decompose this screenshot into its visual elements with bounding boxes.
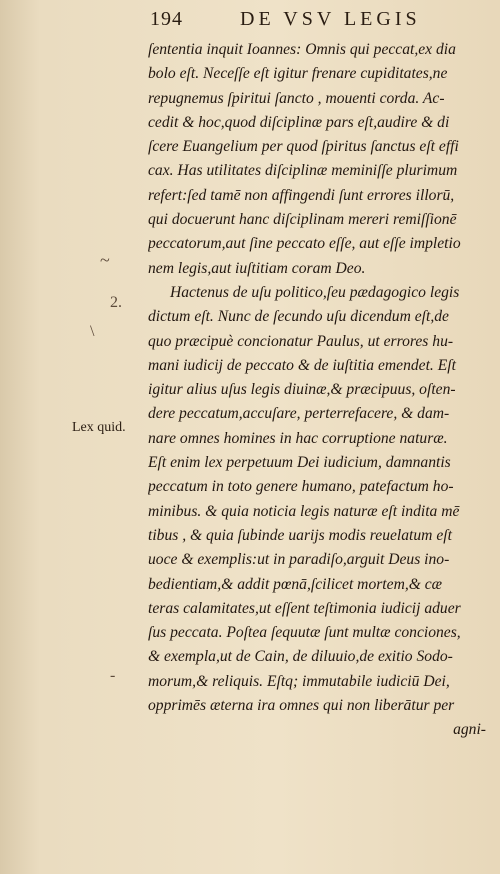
text-line: peccatorum,aut ſine peccato eſſe, aut eſſe impletio [148, 235, 461, 253]
text-line: uoce & exemplis:ut in paradiſo,arguit Deus ino- [148, 551, 450, 569]
text-line: ſus peccata. Poſtea ſequutæ ſunt multæ conciones, [148, 624, 461, 642]
paragraph-start-line: Hactenus de uſu politico,ſeu pædagogico legis [170, 283, 460, 301]
text-line: qui docuerunt hanc diſciplinam mereri remiſſionē [148, 211, 457, 229]
body-text [148, 38, 492, 743]
text-line: nare omnes homines in hac corruptione naturæ. [148, 429, 448, 447]
text-line: repugnemus ſpiritui ſancto , mouenti corda. Ac- [148, 89, 445, 107]
text-line: tibus , & quia ſubinde uarijs modis reuelatum eſt [148, 526, 452, 544]
text-line: bolo eſt. Neceſſe eſt igitur frenare cupiditates,ne [148, 65, 448, 83]
margin-section-number: 2. [110, 294, 122, 311]
text-line: dictum eſt. Nunc de ſecundo uſu dicendum eſt,de [148, 308, 449, 326]
margin-mark-dash: - [110, 667, 116, 684]
margin-mark-tilde: ~ [100, 250, 110, 270]
text-line: refert:ſed tamē non affingendi ſunt errores illorū, [148, 186, 455, 204]
text-line: teras calamitates,ut eſſent teſtimonia iudicij aduer [148, 599, 461, 617]
page-number: 194 [150, 8, 183, 30]
text-line: igitur alius uſus legis diuinæ,& præcipuus, oſten- [148, 381, 456, 399]
text-line: minibus. & quia noticia legis naturæ eſt indita mē [148, 502, 460, 520]
text-line: bedientiam,& addit pœnā,ſcilicet mortem,& cæ [148, 575, 443, 593]
text-line: dere peccatum,accuſare, perterrefacere, & dam- [148, 405, 450, 423]
text-line: ſententia inquit Ioannes: Omnis qui peccat,ex dia [148, 41, 456, 58]
margin-mark-backslash: \ [90, 323, 95, 340]
text-line: quo præcipuè concionatur Paulus, ut errores hu- [148, 332, 454, 350]
running-title: DE VSV LEGIS [240, 8, 421, 30]
text-line: peccatum in toto genere humano, patefactum ho- [148, 478, 454, 496]
text-line: cedit & hoc,quod diſciplinæ pars eſt,audire & di [148, 113, 450, 131]
catchword: agni- [453, 721, 486, 739]
text-line: morum,& reliquis. Eſtq; immutabile iudiciū Dei, [148, 672, 450, 690]
text-line: cax. Has utilitates diſciplinæ meminiſſe plurimum [148, 162, 458, 180]
text-line: & exempla,ut de Cain, de diluuio,de exitio Sodo- [148, 648, 453, 666]
text-line: mani iudicij de peccato & de iuſtitia emendet. Eſt [148, 356, 456, 374]
text-line: nem legis,aut iuſtitiam coram Deo. [148, 259, 366, 277]
margin-note: Lex quid. [72, 420, 126, 435]
text-line: Eſt enim lex perpetuum Dei iudicium, damnantis [148, 454, 451, 472]
page-header [150, 8, 500, 34]
text-line: opprimēs æterna ira omnes qui non liberātur per [148, 697, 455, 715]
text-line: ſcere Euangelium per quod ſpiritus ſanctus eſt effi [148, 138, 459, 156]
